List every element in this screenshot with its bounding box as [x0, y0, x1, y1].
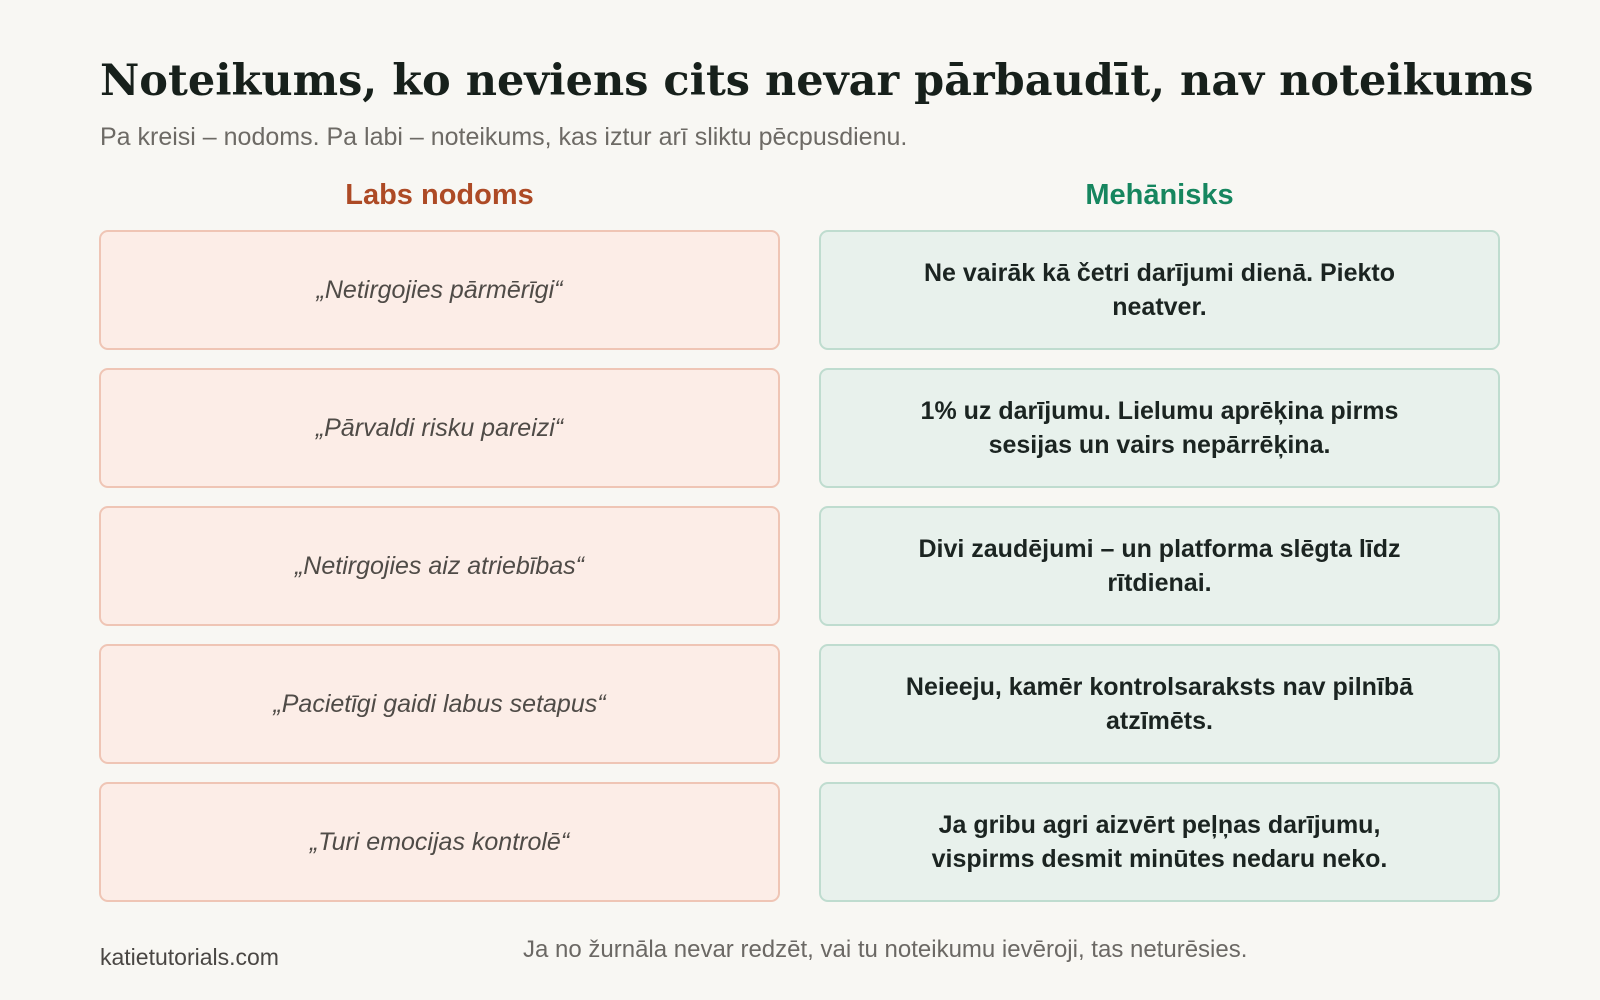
page-subtitle: Pa kreisi – nodoms. Pa labi – noteikums, kas iztur arī sliktu pēcpusdienu.: [100, 123, 908, 151]
mechanical-rule-card-1: Ne vairāk kā četri darījumi dienā. Piekto neatver.: [819, 230, 1500, 350]
mechanical-rule-column: [819, 172, 1500, 902]
intent-card-2: „Pārvaldi risku pareizi“: [99, 368, 780, 488]
intent-column: [99, 172, 780, 902]
mechanical-column-heading: Mehānisks: [1085, 179, 1234, 211]
mechanical-rule-list: [819, 230, 1500, 902]
intent-card-4: „Pacietīgi gaidi labus setapus“: [99, 644, 780, 764]
mechanical-rule-card-2: 1% uz darījumu. Lielumu aprēķina pirms sesijas un vairs nepārrēķina.: [819, 368, 1500, 488]
page-title: Noteikums, ko neviens cits nevar pārbaudīt, nav noteikums: [100, 56, 1534, 106]
footer-note: Ja no žurnāla nevar redzēt, vai tu noteikumu ievēroji, tas neturēsies.: [523, 936, 1248, 963]
intent-card-1: „Netirgojies pārmērīgi“: [99, 230, 780, 350]
intent-column-heading: Labs nodoms: [345, 179, 534, 211]
mechanical-rule-card-4: Neieeju, kamēr kontrolsaraksts nav pilnībā atzīmēts.: [819, 644, 1500, 764]
mechanical-rule-card-5: Ja gribu agri aizvērt peļņas darījumu, vispirms desmit minūtes nedaru neko.: [819, 782, 1500, 902]
mechanical-rule-card-3: Divi zaudējumi – un platforma slēgta līdz rītdienai.: [819, 506, 1500, 626]
intent-card-3: „Netirgojies aiz atriebības“: [99, 506, 780, 626]
intent-list: [99, 230, 780, 902]
source-domain: katietutorials.com: [100, 944, 279, 970]
intent-card-5: „Turi emocijas kontrolē“: [99, 782, 780, 902]
